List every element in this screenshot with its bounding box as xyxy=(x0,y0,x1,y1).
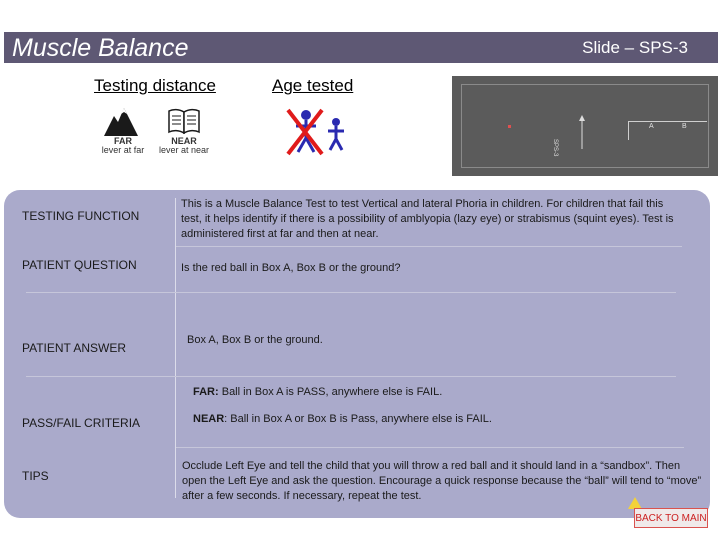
testing-distance-label: Testing distance xyxy=(94,76,216,95)
far-subcaption: lever at far xyxy=(101,145,145,155)
patient-question-text: Is the red ball in Box A, Box B or the ground? xyxy=(181,262,401,274)
boxes-frame xyxy=(628,121,707,140)
age-tested-label: Age tested xyxy=(272,76,354,95)
age-children-icon xyxy=(284,108,352,163)
far-word: FAR xyxy=(114,136,132,146)
header-bar xyxy=(4,32,718,63)
far-criteria-key: FAR: xyxy=(193,386,219,398)
patient-question-label: PATIENT QUESTION xyxy=(22,258,137,272)
column-divider xyxy=(175,198,176,498)
box-a-label: A xyxy=(649,123,654,130)
box-b-label: B xyxy=(682,123,687,130)
near-subcaption: lever at near xyxy=(158,145,210,155)
patient-answer-text: Box A, Box B or the ground. xyxy=(187,334,323,346)
row-divider xyxy=(176,246,682,247)
red-ball xyxy=(508,125,511,128)
near-word: NEAR xyxy=(171,136,197,146)
near-criteria xyxy=(193,412,673,427)
tips-text: Occlude Left Eye and tell the child that you will throw a red ball and it should land in a “sandbox”. Then open the Left Eye and ask the question. Encourage a quick response because the “ball” will tend to “move” after a few seconds. If necessary, repeat the test. xyxy=(182,460,702,502)
row-divider xyxy=(26,376,676,377)
slide-id: Slide – SPS-3 xyxy=(582,38,688,57)
book-icon xyxy=(168,108,200,139)
testing-function-text: This is a Muscle Balance Test to test Vertical and lateral Phoria in children. For children that fail this test, it helps identify if there is a possibility of amblyopia (lazy eye) or strabismus (squint eyes). Test is administered first at far and then at near. xyxy=(181,198,674,240)
near-criteria-key: NEAR xyxy=(193,413,225,425)
far-criteria xyxy=(193,385,673,400)
near-criteria-text: : Ball in Box A or Box B is Pass, anywhere else is FAIL. xyxy=(224,413,492,425)
row-divider xyxy=(176,447,684,448)
near-caption xyxy=(158,137,210,155)
test-image-frame xyxy=(461,84,709,168)
test-image xyxy=(452,76,718,176)
patient-answer-label: PATIENT ANSWER xyxy=(22,341,127,355)
side-label: SPS-3 xyxy=(552,139,558,157)
vertical-scale xyxy=(578,115,586,151)
testing-function-label: TESTING FUNCTION xyxy=(22,209,140,223)
tips-label: TIPS xyxy=(22,469,49,483)
page-title: Muscle Balance xyxy=(12,34,189,62)
pass-fail-label: PASS/FAIL CRITERIA xyxy=(22,416,141,430)
far-caption xyxy=(98,137,148,155)
row-divider xyxy=(26,292,676,293)
back-to-main-button[interactable]: BACK TO MAIN xyxy=(634,508,708,528)
far-criteria-text: Ball in Box A is PASS, anywhere else is FAIL. xyxy=(218,386,443,398)
